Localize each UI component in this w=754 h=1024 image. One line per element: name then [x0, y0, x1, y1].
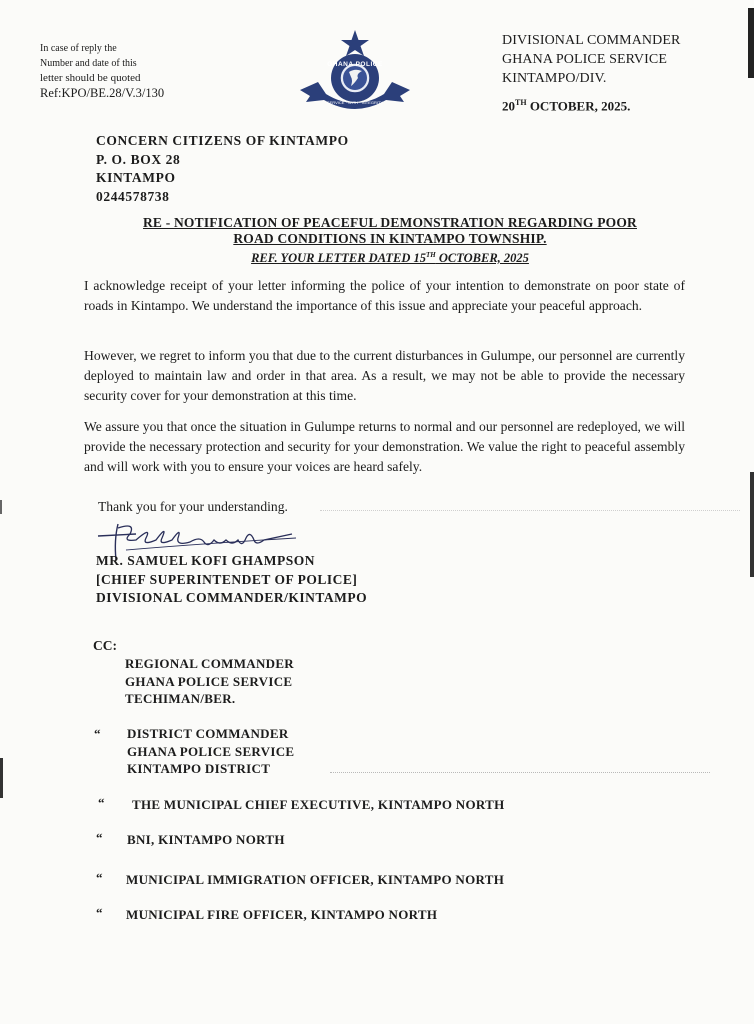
signatory-rank: [CHIEF SUPERINTENDET OF POLICE] [96, 571, 358, 587]
cc-line: TECHIMAN/BER. [125, 691, 236, 706]
sender-line: KINTAMPO/DIV. [502, 71, 607, 86]
sender-line: DIVISIONAL COMMANDER [502, 33, 681, 48]
cc-recipient [126, 906, 437, 924]
recipient-phone: 0244578738 [96, 188, 170, 204]
signatory-name: MR. SAMUEL KOFI GHAMPSON [96, 553, 316, 568]
subject-reference [100, 247, 680, 266]
ditto-mark: “ [94, 726, 101, 741]
date-day: 20 [502, 98, 515, 114]
police-crest-icon [296, 28, 414, 112]
sender-line: GHANA POLICE SERVICE [502, 52, 667, 67]
signatory-title: DIVISIONAL COMMANDER/KINTAMPO [96, 590, 368, 605]
ditto-mark: “ [96, 870, 103, 885]
subject-line: RE - NOTIFICATION OF PEACEFUL DEMONSTRATION REGARDING POOR [142, 215, 637, 230]
subject-ref-suffix: TH [425, 251, 436, 259]
cc-recipient [127, 725, 294, 778]
scan-noise-line [320, 510, 740, 514]
reference-line: Number and date of this [40, 57, 137, 69]
cc-recipient [125, 655, 294, 708]
sender-address [502, 31, 680, 88]
date-suffix: TH [515, 98, 527, 107]
scan-noise-line [330, 772, 710, 777]
letter-date [502, 98, 630, 114]
subject-ref-text: OCTOBER, 2025 [435, 251, 529, 266]
cc-line: MUNICIPAL IMMIGRATION OFFICER, KINTAMPO NORTH [126, 872, 505, 887]
scan-edge-shadow [750, 472, 754, 577]
reference-block [40, 42, 164, 100]
ditto-mark: “ [96, 830, 103, 845]
recipient-line: P. O. BOX 28 [96, 151, 181, 167]
cc-line: DISTRICT COMMANDER [127, 726, 289, 741]
ghana-police-crest-logo [296, 28, 414, 112]
body-paragraph: We assure you that once the situation in Gulumpe returns to normal and our personnel are redeployed, we will provide the necessary protection and security for your demonstration. We value the right to peaceful assembly and will work with you to ensure your voices are heard safely. [84, 419, 685, 474]
cc-recipient [132, 796, 505, 814]
cc-line: REGIONAL COMMANDER [125, 656, 294, 671]
recipient-line: CONCERN CITIZENS OF KINTAMPO [96, 133, 349, 148]
cc-line: KINTAMPO DISTRICT [127, 761, 271, 776]
cc-label: CC: [93, 638, 117, 653]
svg-text:GHANA POLICE: GHANA POLICE [327, 61, 383, 68]
svg-text:SERVICE · WITH · INTEGRITY: SERVICE · WITH · INTEGRITY [326, 100, 384, 105]
closing-line: Thank you for your understanding. [98, 499, 288, 514]
scan-edge-shadow [748, 8, 754, 78]
signatory-block [96, 552, 367, 608]
cc-line: BNI, KINTAMPO NORTH [127, 832, 285, 847]
subject-line: ROAD CONDITIONS IN KINTAMPO TOWNSHIP. [233, 231, 547, 246]
subject-ref-text: REF. YOUR LETTER DATED 15 [251, 251, 426, 266]
reference-number: Ref:KPO/BE.28/V.3/130 [40, 85, 165, 100]
reference-line: In case of reply the [40, 43, 117, 54]
cc-line: MUNICIPAL FIRE OFFICER, KINTAMPO NORTH [126, 907, 438, 922]
recipient-address [96, 132, 349, 206]
recipient-line: KINTAMPO [96, 170, 176, 185]
ditto-mark: “ [98, 795, 105, 810]
body-paragraph: I acknowledge receipt of your letter informing the police of your intention to demonstrate on poor state of roads in Kintampo. We understand the importance of this issue and appreciate your peaceful approach. [84, 278, 685, 313]
body-paragraph: However, we regret to inform you that due to the current disturbances in Gulumpe, our personnel are currently deployed to maintain law and order in that area. As a result, we may not be able to provide the necessary security cover for your demonstration at this time. [84, 348, 685, 403]
cc-line: GHANA POLICE SERVICE [127, 743, 295, 759]
subject-heading [100, 215, 680, 266]
scan-edge-shadow [0, 500, 2, 514]
scan-edge-shadow [0, 758, 3, 798]
cc-recipient [127, 831, 285, 849]
ditto-mark: “ [96, 905, 103, 920]
date-rest: OCTOBER, 2025. [526, 98, 631, 114]
reference-line: letter should be quoted [40, 72, 141, 84]
cc-line: THE MUNICIPAL CHIEF EXECUTIVE, KINTAMPO NORTH [132, 797, 505, 812]
cc-recipient [126, 871, 504, 889]
cc-line: GHANA POLICE SERVICE [125, 673, 293, 689]
